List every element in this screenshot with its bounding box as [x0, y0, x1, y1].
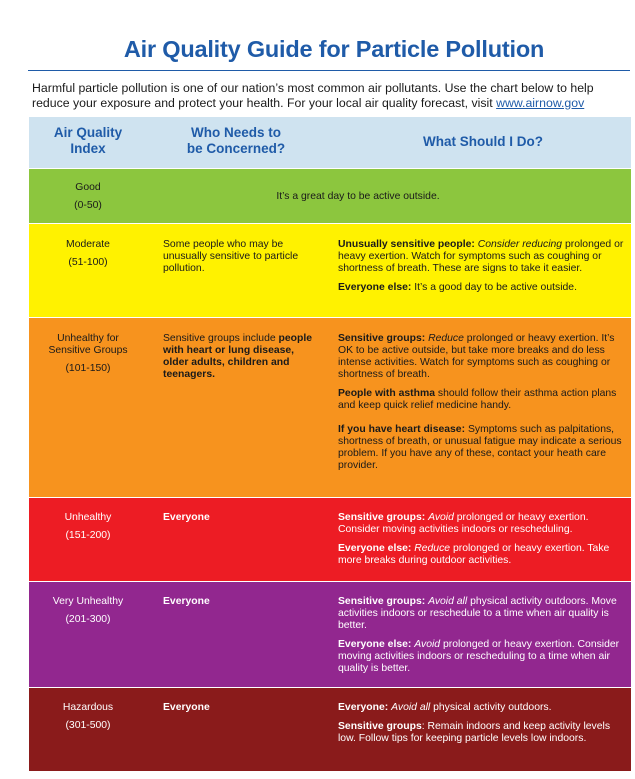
aqi-cell-moderate	[35, 239, 141, 269]
advice-good: It’s a great day to be active outside.	[276, 191, 440, 202]
intro-paragraph	[32, 81, 632, 110]
aqi-category-name: Unhealthy	[64, 512, 112, 523]
aqi-range: (301-500)	[65, 720, 111, 731]
header-aqi	[35, 125, 141, 157]
row-unhealthy	[29, 498, 631, 582]
who-very-unhealthy: Everyone	[163, 596, 210, 607]
advice-unhealthy: Sensitive groups: Avoid prolonged or heavy exertion. Consider moving activities indoors or rescheduling. Everyone else: Reduce prolonged or heavy exertion. Take more breaks during outdoor activities.	[338, 512, 610, 566]
header-what: What Should I Do?	[423, 134, 543, 149]
aqi-cell-hazardous	[35, 702, 141, 732]
advice-hazardous: Everyone: Avoid all physical activity outdoors. Sensitive groups: Remain indoors and keep activity levels low. Follow tips for keeping particle levels low indoors.	[338, 702, 611, 744]
header-aqi-line2: Index	[70, 141, 106, 156]
aqi-category-name: Moderate	[66, 239, 110, 250]
header-aqi-line1: Air Quality	[53, 125, 123, 140]
row-moderate	[29, 224, 631, 318]
row-unhealthy-sensitive	[29, 318, 631, 498]
header-who-line2: be Concerned?	[186, 141, 286, 156]
aqi-category-name: Very Unhealthy	[52, 596, 124, 607]
advice-very-unhealthy: Sensitive groups: Avoid all physical activity outdoors. Move activities indoors or reschedule to a time when air quality is better. Everyone else: Avoid prolonged or heavy exertion. Consider moving activities indoors or rescheduling to a time when air quality is better.	[338, 596, 620, 674]
who-usg: Sensitive groups include people with heart or lung disease, older adults, children and teenagers.	[163, 333, 313, 380]
who-hazardous: Everyone	[163, 702, 210, 713]
who-unhealthy: Everyone	[163, 512, 210, 523]
aqi-range: (201-300)	[65, 614, 111, 625]
airnow-link[interactable]: www.airnow.gov	[496, 95, 585, 110]
row-very-unhealthy	[29, 582, 631, 688]
header-who	[163, 125, 309, 157]
page-title: Air Quality Guide for Particle Pollution	[123, 36, 545, 62]
intro-text: Harmful particle pollution is one of our nation’s most common air pollutants. Use the chart below to help reduce your exposure and protect your health. For your local air quality forecast, visit	[32, 81, 594, 110]
aqi-category-name: Good	[75, 182, 101, 193]
aqi-cell-unhealthy	[35, 512, 141, 542]
aqi-range: (51-100)	[68, 257, 108, 268]
advice-moderate: Unusually sensitive people: Consider reducing prolonged or heavy exertion. Watch for symptoms such as coughing or shortness of breath. These are signs to take it easier. Everyone else: It’s a good day to be active outside.	[338, 239, 624, 293]
aqi-range: (0-50)	[74, 200, 102, 211]
row-hazardous	[29, 688, 631, 771]
title-divider	[28, 70, 630, 71]
aqi-cell-usg	[35, 333, 141, 375]
aqi-category-name-1: Unhealthy for	[57, 333, 119, 344]
aqi-range: (101-150)	[65, 363, 111, 374]
aqi-cell-very-unhealthy	[35, 596, 141, 626]
header-who-line1: Who Needs to	[191, 125, 281, 140]
advice-usg: Sensitive groups: Reduce prolonged or heavy exertion. It’s OK to be active outside, but take more breaks and do less intense activities. Watch for symptoms such as coughing or shortness of breath. People with asthma should follow their asthma action plans and keep quick relief medicine handy. If you have heart disease: Symptoms such as palpitations, shortness of breath, or unusual fatigue may indicate a serious problem. If you have any of these, contact your heath care provider.	[338, 333, 622, 471]
table-header-row	[29, 117, 631, 169]
row-good	[29, 169, 631, 224]
aqi-category-name: Hazardous	[62, 702, 114, 713]
aqi-category-name-2: Sensitive Groups	[48, 345, 128, 356]
aqi-range: (151-200)	[65, 530, 111, 541]
who-moderate: Some people who may be unusually sensitive to particle pollution.	[163, 239, 299, 274]
aqi-cell-good	[35, 182, 141, 212]
